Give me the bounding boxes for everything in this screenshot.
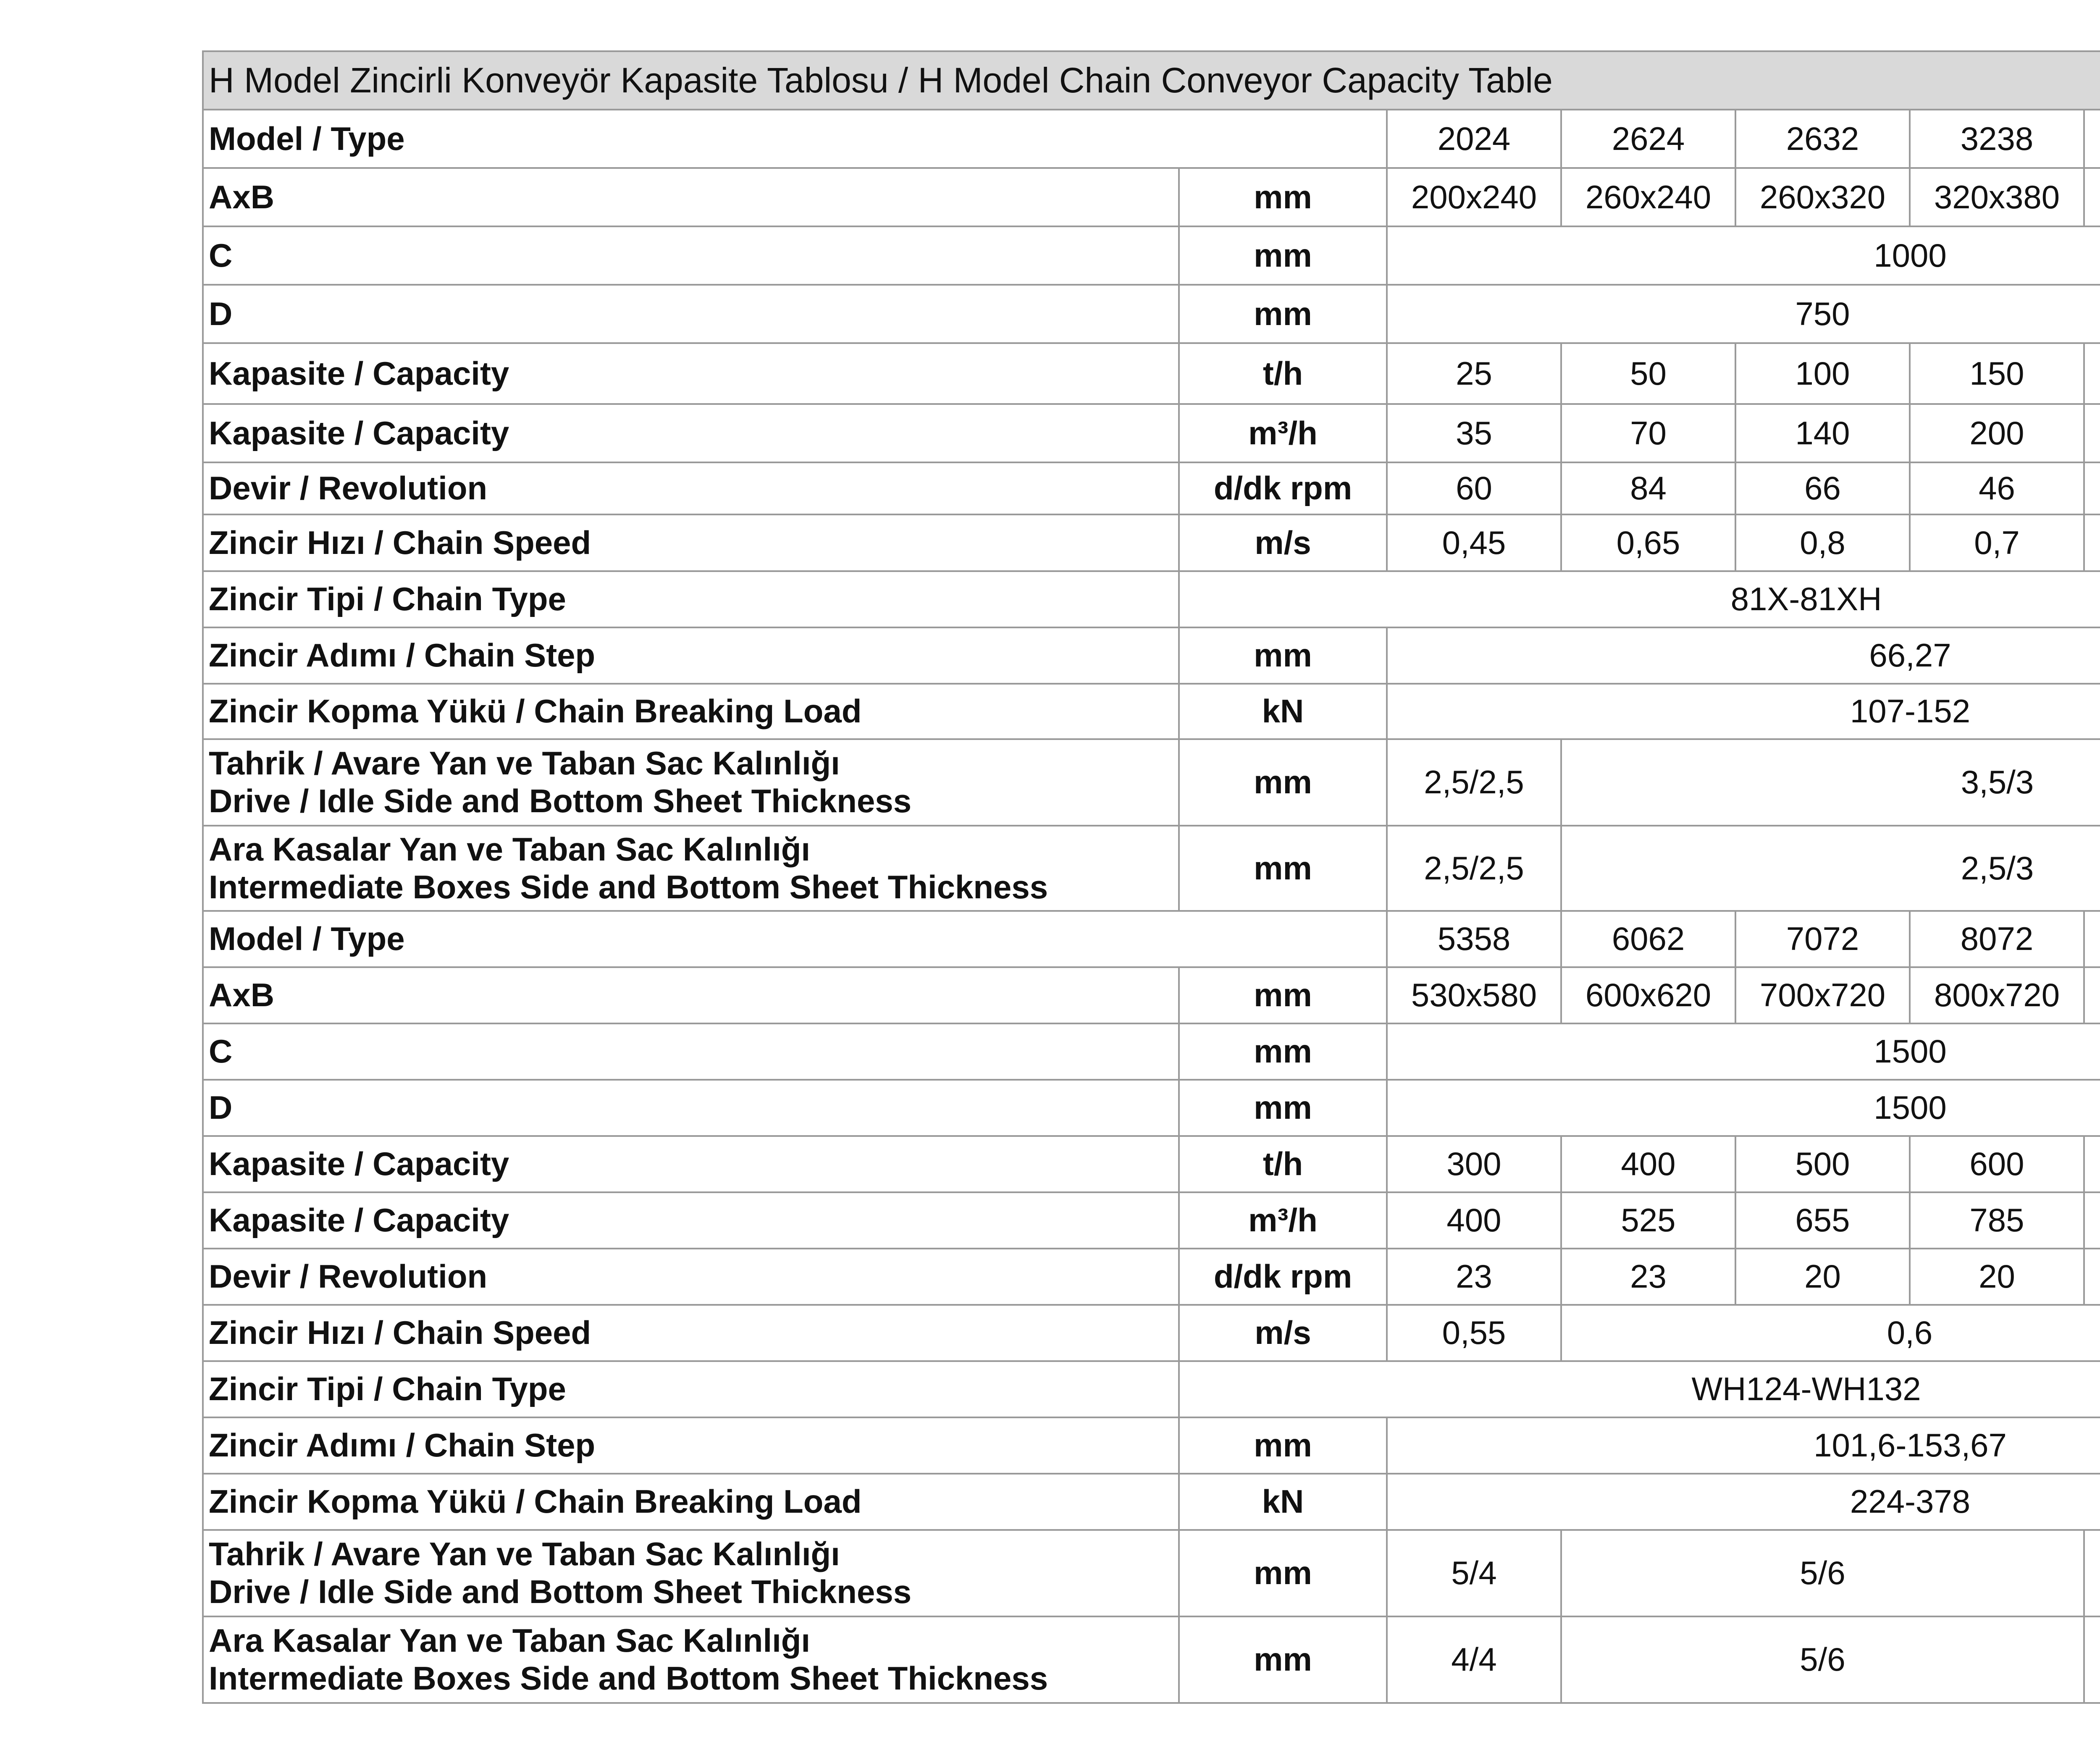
row-unit: mm bbox=[1179, 739, 1387, 826]
value-cell: 46 bbox=[1910, 462, 2084, 514]
value-cell: 3,5/3 bbox=[1561, 739, 2100, 826]
value-cell bbox=[2084, 1192, 2100, 1249]
table-title: H Model Zincirli Konveyör Kapasite Tablosu / H Model Chain Conveyor Capacity Table bbox=[203, 51, 2100, 110]
row-unit: m/s bbox=[1179, 1305, 1387, 1361]
table-row bbox=[203, 343, 2100, 404]
value-cell: 84 bbox=[1561, 462, 1735, 514]
table-row bbox=[203, 1023, 2100, 1080]
table-row bbox=[203, 168, 2100, 226]
value-cell: 400 bbox=[1387, 1192, 1561, 1249]
row-unit: t/h bbox=[1179, 1136, 1387, 1192]
row-unit: mm bbox=[1179, 1530, 1387, 1616]
value-cell: 1500 bbox=[1387, 1023, 2100, 1080]
row-label: Kapasite / Capacity bbox=[203, 404, 1179, 462]
value-cell: 200x240 bbox=[1387, 168, 1561, 226]
table-row bbox=[203, 1474, 2100, 1530]
table-row bbox=[203, 1305, 2100, 1361]
row-label: Zincir Hızı / Chain Speed bbox=[203, 1305, 1179, 1361]
value-cell: 81X-81XH bbox=[1179, 571, 2100, 627]
model-label: Model / Type bbox=[203, 911, 1387, 967]
table-row bbox=[203, 226, 2100, 285]
value-cell: 0,6 bbox=[1561, 1305, 2100, 1361]
row-label-tr: Ara Kasalar Yan ve Taban Sac Kalınlığı bbox=[209, 1622, 811, 1659]
table-row bbox=[203, 571, 2100, 627]
table-row bbox=[203, 404, 2100, 462]
table-row bbox=[203, 1361, 2100, 1417]
value-cell: 23 bbox=[1561, 1249, 1735, 1305]
model-code: 6062 bbox=[1561, 911, 1735, 967]
value-cell: 655 bbox=[1735, 1192, 1910, 1249]
row-label: Zincir Kopma Yükü / Chain Breaking Load bbox=[203, 1474, 1179, 1530]
row-label-tr: Ara Kasalar Yan ve Taban Sac Kalınlığı bbox=[209, 830, 811, 868]
value-cell bbox=[2084, 514, 2100, 571]
value-cell bbox=[2084, 462, 2100, 514]
row-unit: mm bbox=[1179, 967, 1387, 1023]
row-label: Zincir Tipi / Chain Type bbox=[203, 1361, 1179, 1417]
value-cell: 0,45 bbox=[1387, 514, 1561, 571]
row-label bbox=[203, 826, 1179, 911]
model-code: 3238 bbox=[1910, 110, 2084, 168]
table-row bbox=[203, 514, 2100, 571]
row-unit: d/dk rpm bbox=[1179, 462, 1387, 514]
value-cell: 750 bbox=[1387, 285, 2100, 343]
model-label: Model / Type bbox=[203, 110, 1387, 168]
value-cell: 100 bbox=[1735, 343, 1910, 404]
value-cell: 600x620 bbox=[1561, 967, 1735, 1023]
value-cell: 101,6-153,67 bbox=[1387, 1417, 2100, 1474]
model-code: 7072 bbox=[1735, 911, 1910, 967]
value-cell bbox=[2084, 1530, 2100, 1616]
row-label: Kapasite / Capacity bbox=[203, 1192, 1179, 1249]
model-row bbox=[203, 110, 2100, 168]
value-cell bbox=[2084, 343, 2100, 404]
model-code: 8072 bbox=[1910, 911, 2084, 967]
value-cell: 70 bbox=[1561, 404, 1735, 462]
row-label: Zincir Hızı / Chain Speed bbox=[203, 514, 1179, 571]
value-cell: 525 bbox=[1561, 1192, 1735, 1249]
row-label-en: Drive / Idle Side and Bottom Sheet Thickness bbox=[209, 1573, 912, 1610]
row-label-en: Intermediate Boxes Side and Bottom Sheet Thickness bbox=[209, 868, 1048, 905]
row-unit: mm bbox=[1179, 285, 1387, 343]
value-cell bbox=[2084, 404, 2100, 462]
value-cell: 2,5/3 bbox=[1561, 826, 2100, 911]
value-cell bbox=[2084, 967, 2100, 1023]
value-cell: 140 bbox=[1735, 404, 1910, 462]
row-label: Zincir Tipi / Chain Type bbox=[203, 571, 1179, 627]
value-cell: 107-152 bbox=[1387, 684, 2100, 739]
model-code: 2632 bbox=[1735, 110, 1910, 168]
row-unit: m/s bbox=[1179, 514, 1387, 571]
row-unit: mm bbox=[1179, 1080, 1387, 1136]
row-label: D bbox=[203, 285, 1179, 343]
table-row bbox=[203, 285, 2100, 343]
value-cell: 800x720 bbox=[1910, 967, 2084, 1023]
value-cell: 500 bbox=[1735, 1136, 1910, 1192]
value-cell bbox=[2084, 1616, 2100, 1703]
table-row bbox=[203, 739, 2100, 826]
value-cell: 0,7 bbox=[1910, 514, 2084, 571]
value-cell: 35 bbox=[1387, 404, 1561, 462]
table-row bbox=[203, 684, 2100, 739]
value-cell: 4/4 bbox=[1387, 1616, 1561, 1703]
row-unit: mm bbox=[1179, 627, 1387, 684]
table-row bbox=[203, 627, 2100, 684]
row-unit: kN bbox=[1179, 684, 1387, 739]
value-cell: 60 bbox=[1387, 462, 1561, 514]
row-label: Zincir Adımı / Chain Step bbox=[203, 627, 1179, 684]
row-unit: mm bbox=[1179, 1417, 1387, 1474]
row-unit: mm bbox=[1179, 826, 1387, 911]
row-label-tr: Tahrik / Avare Yan ve Taban Sac Kalınlığı bbox=[209, 1535, 840, 1573]
row-label: Kapasite / Capacity bbox=[203, 1136, 1179, 1192]
row-label-en: Drive / Idle Side and Bottom Sheet Thickness bbox=[209, 782, 912, 819]
value-cell: 400 bbox=[1561, 1136, 1735, 1192]
value-cell: 0,8 bbox=[1735, 514, 1910, 571]
capacity-table-sheet bbox=[202, 50, 2100, 1701]
value-cell: 5/4 bbox=[1387, 1530, 1561, 1616]
row-unit: d/dk rpm bbox=[1179, 1249, 1387, 1305]
row-unit: mm bbox=[1179, 1023, 1387, 1080]
value-cell: 5/6 bbox=[1561, 1616, 2084, 1703]
row-unit: mm bbox=[1179, 168, 1387, 226]
row-label-en: Intermediate Boxes Side and Bottom Sheet Thickness bbox=[209, 1660, 1048, 1697]
row-label bbox=[203, 739, 1179, 826]
row-unit: t/h bbox=[1179, 343, 1387, 404]
table-title-row bbox=[203, 51, 2100, 110]
table-row bbox=[203, 462, 2100, 514]
value-cell: 600 bbox=[1910, 1136, 2084, 1192]
value-cell: 300 bbox=[1387, 1136, 1561, 1192]
table-row bbox=[203, 1616, 2100, 1703]
value-cell: 23 bbox=[1387, 1249, 1561, 1305]
value-cell: 1000 bbox=[1387, 226, 2100, 285]
value-cell bbox=[2084, 1249, 2100, 1305]
value-cell: 66,27 bbox=[1387, 627, 2100, 684]
value-cell bbox=[2084, 1136, 2100, 1192]
row-label: Zincir Adımı / Chain Step bbox=[203, 1417, 1179, 1474]
row-label: Devir / Revolution bbox=[203, 1249, 1179, 1305]
table-row bbox=[203, 1249, 2100, 1305]
value-cell: 0,55 bbox=[1387, 1305, 1561, 1361]
value-cell: 1500 bbox=[1387, 1080, 2100, 1136]
model-code bbox=[2084, 911, 2100, 967]
value-cell bbox=[2084, 168, 2100, 226]
row-label: AxB bbox=[203, 168, 1179, 226]
value-cell: 5/6 bbox=[1561, 1530, 2084, 1616]
value-cell: 260x240 bbox=[1561, 168, 1735, 226]
value-cell: 66 bbox=[1735, 462, 1910, 514]
row-label bbox=[203, 1616, 1179, 1703]
table-row bbox=[203, 826, 2100, 911]
value-cell: 320x380 bbox=[1910, 168, 2084, 226]
table-row bbox=[203, 1080, 2100, 1136]
row-label bbox=[203, 1530, 1179, 1616]
row-label: Zincir Kopma Yükü / Chain Breaking Load bbox=[203, 684, 1179, 739]
table-row bbox=[203, 1417, 2100, 1474]
row-label: D bbox=[203, 1080, 1179, 1136]
value-cell: 530x580 bbox=[1387, 967, 1561, 1023]
row-unit: m³/h bbox=[1179, 1192, 1387, 1249]
table-row bbox=[203, 1136, 2100, 1192]
value-cell: 20 bbox=[1735, 1249, 1910, 1305]
model-code: 5358 bbox=[1387, 911, 1561, 967]
table-row bbox=[203, 967, 2100, 1023]
row-unit: mm bbox=[1179, 1616, 1387, 1703]
row-unit: mm bbox=[1179, 226, 1387, 285]
value-cell: 2,5/2,5 bbox=[1387, 739, 1561, 826]
row-label: Kapasite / Capacity bbox=[203, 343, 1179, 404]
table-row bbox=[203, 1530, 2100, 1616]
row-unit: m³/h bbox=[1179, 404, 1387, 462]
model-code: 2024 bbox=[1387, 110, 1561, 168]
value-cell: 700x720 bbox=[1735, 967, 1910, 1023]
capacity-table bbox=[202, 50, 2100, 1704]
value-cell: 260x320 bbox=[1735, 168, 1910, 226]
row-label: C bbox=[203, 226, 1179, 285]
model-code: 2624 bbox=[1561, 110, 1735, 168]
value-cell: 785 bbox=[1910, 1192, 2084, 1249]
row-label: Devir / Revolution bbox=[203, 462, 1179, 514]
model-code bbox=[2084, 110, 2100, 168]
value-cell: WH124-WH132 bbox=[1179, 1361, 2100, 1417]
value-cell: 50 bbox=[1561, 343, 1735, 404]
row-unit: kN bbox=[1179, 1474, 1387, 1530]
model-row bbox=[203, 911, 2100, 967]
value-cell: 224-378 bbox=[1387, 1474, 2100, 1530]
row-label: AxB bbox=[203, 967, 1179, 1023]
value-cell: 0,65 bbox=[1561, 514, 1735, 571]
value-cell: 150 bbox=[1910, 343, 2084, 404]
value-cell: 2,5/2,5 bbox=[1387, 826, 1561, 911]
row-label-tr: Tahrik / Avare Yan ve Taban Sac Kalınlığı bbox=[209, 745, 840, 782]
value-cell: 20 bbox=[1910, 1249, 2084, 1305]
row-label: C bbox=[203, 1023, 1179, 1080]
table-row bbox=[203, 1192, 2100, 1249]
value-cell: 25 bbox=[1387, 343, 1561, 404]
value-cell: 200 bbox=[1910, 404, 2084, 462]
